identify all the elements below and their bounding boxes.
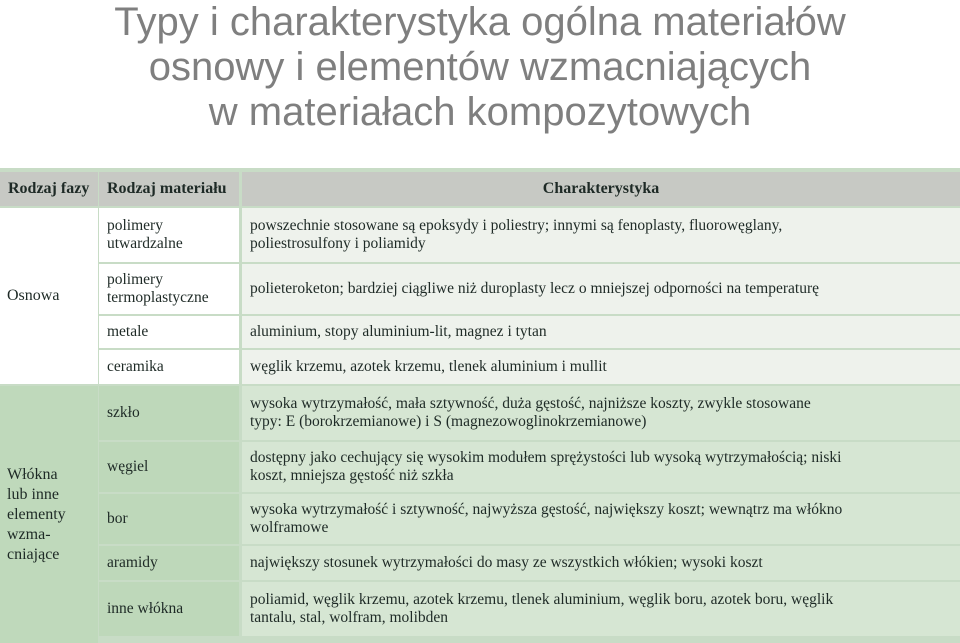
table-row-characteristic: dostępny jako cechujący się wysokim modułem sprężystości lub wysoką wytrzymałością; niski koszt, mniejsza gęstość niż szkła <box>242 442 960 492</box>
table-row-characteristic: wysoka wytrzymałość i sztywność, najwyższa gęstość, największy koszt; wewnątrz ma włókno wolframowe <box>242 494 960 544</box>
slide-title-line-3: w materiałach kompozytowych <box>208 90 752 134</box>
table-row-material: aramidy <box>99 546 239 580</box>
table-row-characteristic: powszechnie stosowane są epoksydy i poliestry; innymi są fenoplasty, fluorowęglany, poliestrosulfony i poliamidy <box>242 208 960 262</box>
table-row-characteristic: aluminium, stopy aluminium-lit, magnez i tytan <box>242 316 960 348</box>
table-row-material: bor <box>99 494 239 544</box>
table-row-characteristic: wysoka wytrzymałość, mała sztywność, duża gęstość, najniższe koszty, zwykle stosowane typy: E (borokrzemianowe) i S (magnezowoglinokrzemianowe) <box>242 386 960 440</box>
slide-title <box>0 0 960 135</box>
table-row-material: ceramika <box>99 350 239 384</box>
slide-title-line-1: Typy i charakterystyka ogólna materiałów <box>114 0 846 44</box>
table-row-material: polimery termoplastyczne <box>99 264 239 314</box>
table-row-material: szkło <box>99 386 239 440</box>
table-row-material: metale <box>99 316 239 348</box>
group-fibers <box>0 386 98 643</box>
table-row-material: polimery utwardzalne <box>99 208 239 262</box>
table-row-characteristic: polieteroketon; bardziej ciągliwe niż duroplasty lecz o mniejszej odporności na temperaturę <box>242 264 960 314</box>
header-material-type: Rodzaj materiału <box>99 172 239 206</box>
group-matrix-label: Osnowa <box>7 287 60 304</box>
table-row-characteristic: poliamid, węglik krzemu, azotek krzemu, tlenek aluminium, węglik boru, azotek boru, węglik tantalu, stal, wolfram, molibden <box>242 582 960 636</box>
header-characteristic: Charakterystyka <box>242 172 960 206</box>
table-row-material: węgiel <box>99 442 239 492</box>
composite-materials-table <box>0 168 960 643</box>
table-row-characteristic: węglik krzemu, azotek krzemu, tlenek aluminium i mullit <box>242 350 960 384</box>
table-row-material: inne włókna <box>99 582 239 636</box>
group-fibers-label: Włókna lub inne elementy wzma- cniające <box>7 465 66 563</box>
table-row-characteristic: największy stosunek wytrzymałości do masy ze wszystkich włókien; wysoki koszt <box>242 546 960 580</box>
group-matrix <box>0 208 98 384</box>
slide-title-line-2: osnowy i elementów wzmacniających <box>148 45 812 89</box>
header-phase-type: Rodzaj fazy <box>0 172 98 206</box>
